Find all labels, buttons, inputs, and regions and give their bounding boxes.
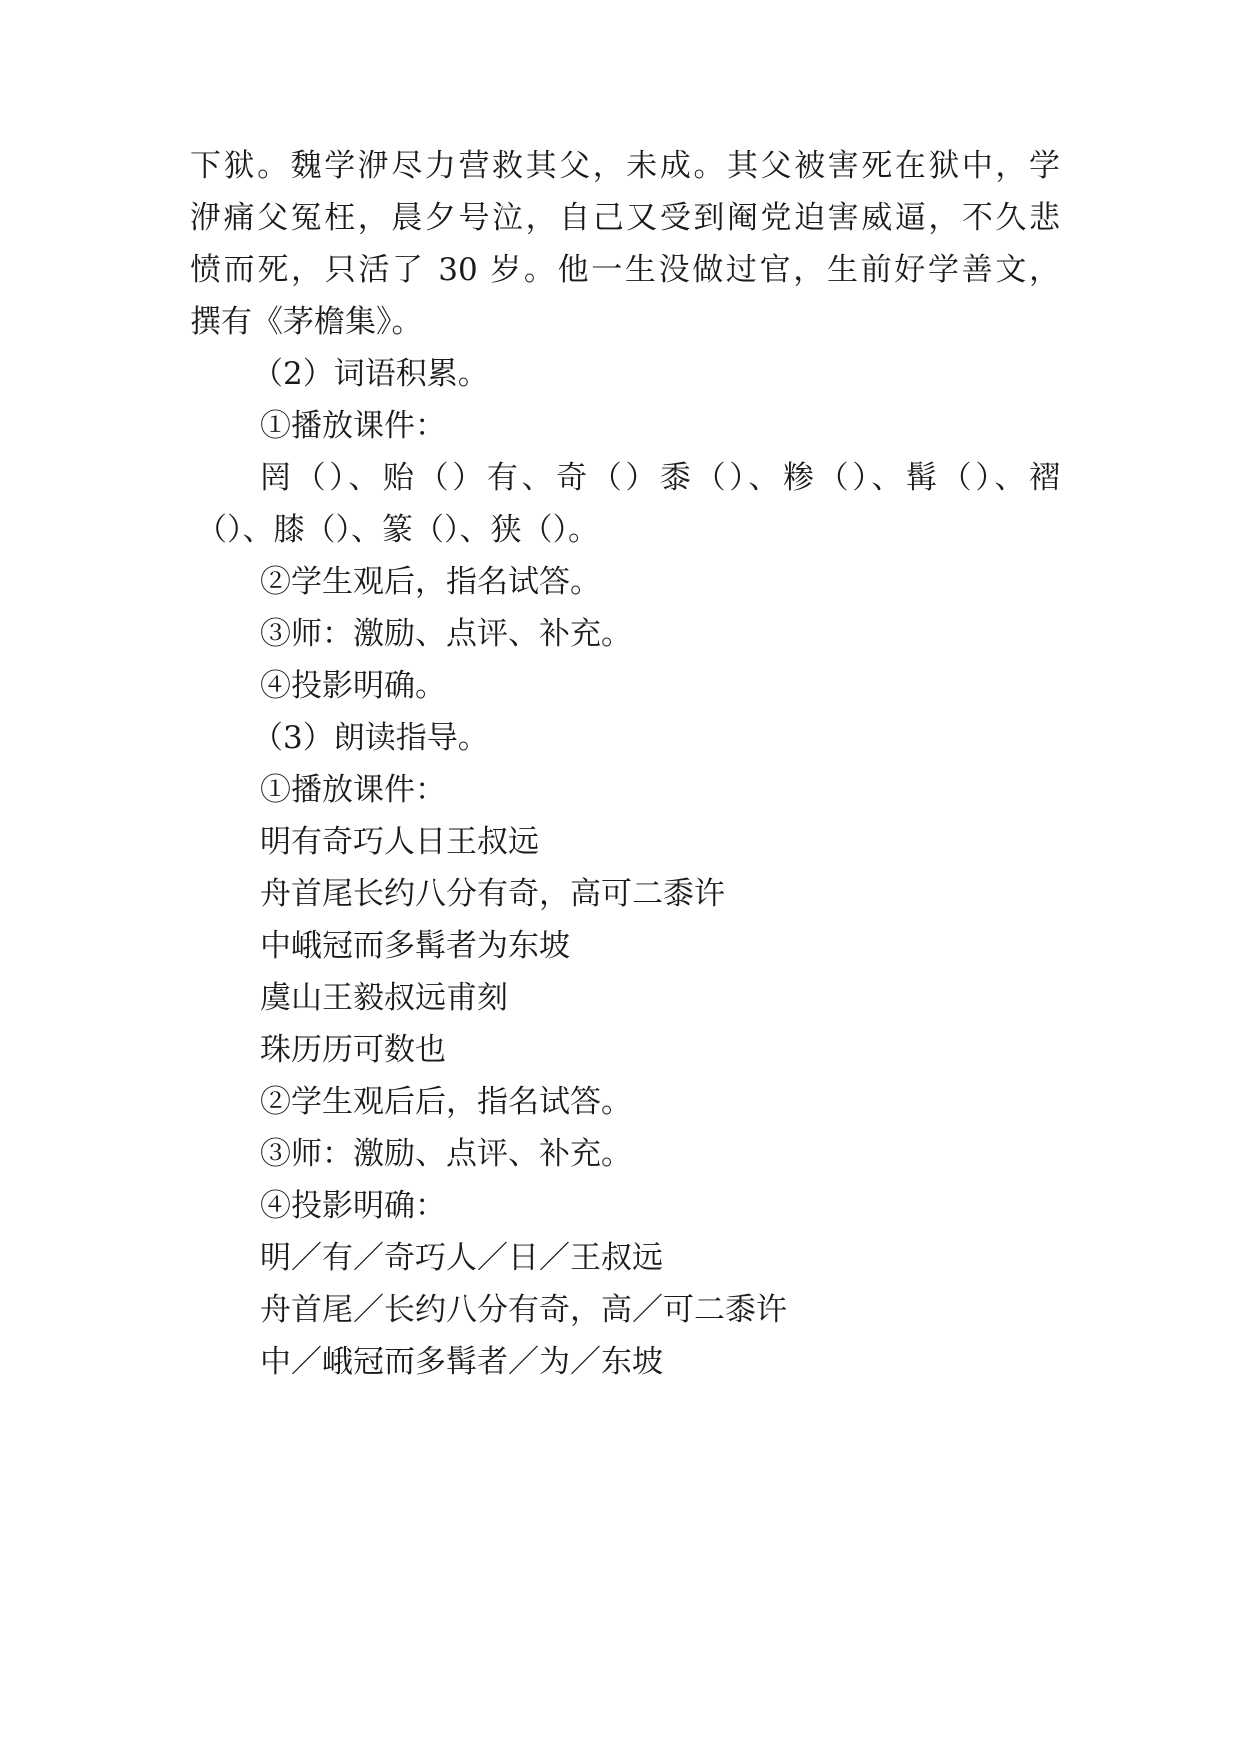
section3-step3: ③师：激励、点评、补充。 bbox=[260, 1136, 632, 1172]
reading-line: 珠历历可数也 bbox=[260, 1032, 446, 1068]
answer-line: 舟首尾／长约八分有奇，高／可二黍许 bbox=[260, 1292, 787, 1328]
paragraph-line-4: 撰有《茅檐集》。 bbox=[190, 304, 423, 340]
section2-step2: ②学生观后，指名试答。 bbox=[260, 564, 601, 600]
reading-line: 明有奇巧人日王叔远 bbox=[260, 824, 539, 860]
section2-words-line2: （）、膝（）、篆（）、狭（）。 bbox=[196, 512, 599, 548]
section2-step4: ④投影明确。 bbox=[260, 668, 446, 704]
paragraph-line-1: 下狱。魏学洢尽力营救其父，未成。其父被害死在狱中，学 bbox=[190, 148, 1060, 184]
answer-line: 中／峨冠而多髯者／为／东坡 bbox=[260, 1344, 663, 1380]
section2-step3: ③师：激励、点评、补充。 bbox=[260, 616, 632, 652]
paragraph-line-2: 洢痛父冤枉，晨夕号泣，自己又受到阉党迫害威逼，不久悲 bbox=[190, 200, 1060, 236]
reading-line: 虞山王毅叔远甫刻 bbox=[260, 980, 508, 1016]
section2-words-line1: 罔（）、贻（）有、奇（）黍（）、糁（）、髯（）、褶 bbox=[260, 460, 1060, 496]
paragraph-line-3: 愤而死，只活了 30 岁。他一生没做过官，生前好学善文， bbox=[190, 252, 1060, 288]
reading-line: 中峨冠而多髯者为东坡 bbox=[260, 928, 570, 964]
section2-heading: （2）词语积累。 bbox=[252, 356, 489, 392]
section3-step2: ②学生观后后，指名试答。 bbox=[260, 1084, 632, 1120]
section2-step1: ①播放课件： bbox=[260, 408, 446, 444]
section3-step4: ④投影明确： bbox=[260, 1188, 446, 1224]
reading-line: 舟首尾长约八分有奇，高可二黍许 bbox=[260, 876, 725, 912]
section3-step1: ①播放课件： bbox=[260, 772, 446, 808]
section3-heading: （3）朗读指导。 bbox=[252, 720, 489, 756]
answer-line: 明／有／奇巧人／日／王叔远 bbox=[260, 1240, 663, 1276]
